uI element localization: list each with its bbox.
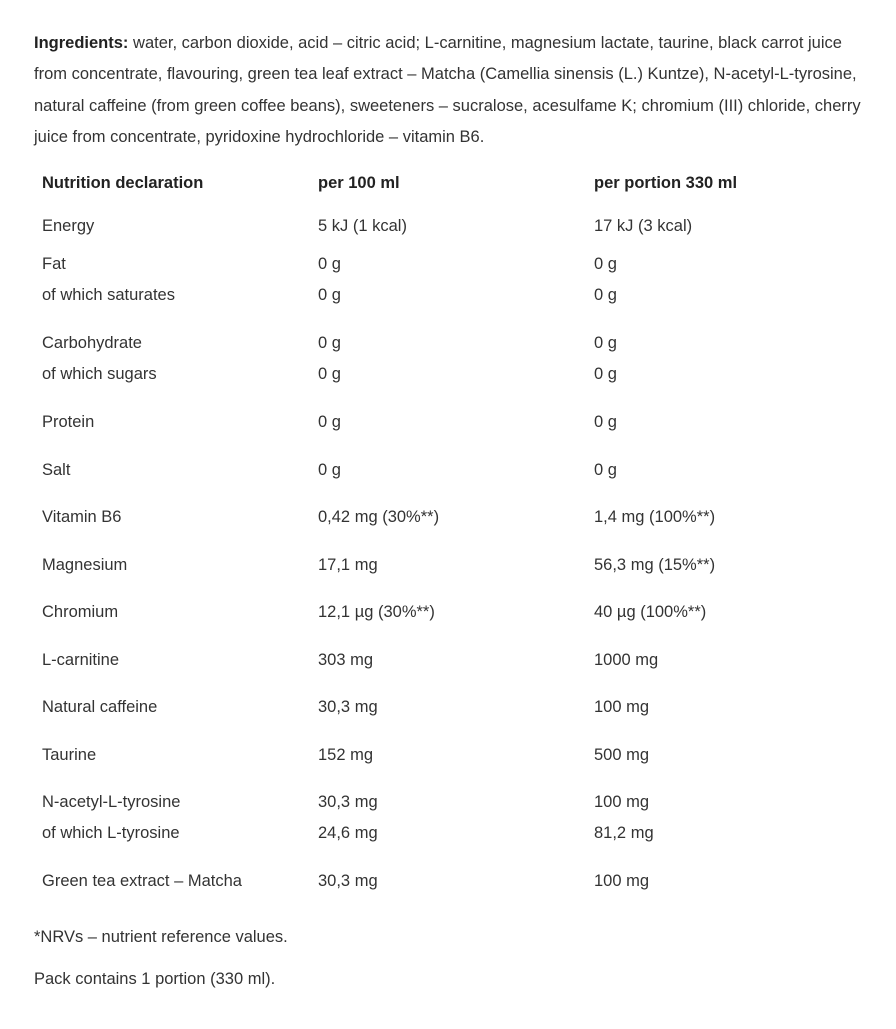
- nutrient-name: of which sugars: [42, 365, 157, 383]
- value-per-portion: 0 g: [594, 365, 617, 383]
- header-per-100ml: per 100 ml: [318, 173, 400, 192]
- value-per-100ml-cell: [310, 550, 586, 598]
- value-per-100ml: 17,1 mg: [318, 555, 378, 574]
- value-per-100ml: 0,42 mg (30%**): [318, 508, 440, 526]
- value-per-portion-cell: [586, 597, 854, 645]
- nutrient-name: Natural caffeine: [42, 698, 158, 716]
- value-per-portion: 100 mg: [594, 872, 650, 890]
- value-per-100ml-cell: [310, 407, 586, 455]
- value-per-portion-cell: [586, 550, 854, 598]
- value-per-100ml-cell: [310, 455, 586, 503]
- nutrient-name: Taurine: [42, 745, 97, 764]
- value-per-100ml-cell: [310, 692, 586, 740]
- value-per-100ml: 0 g: [318, 255, 341, 273]
- nutrient-name-cell: [34, 787, 310, 866]
- nutrient-name-cell: [34, 866, 310, 914]
- value-per-portion-cell: [586, 455, 854, 503]
- value-per-portion: 100 mg: [594, 698, 650, 716]
- table-row: [34, 597, 854, 645]
- nutrient-name: Chromium: [42, 603, 119, 621]
- pack-footnote: Pack contains 1 portion (330 ml).: [34, 970, 276, 988]
- value-per-portion: 1,4 mg (100%**): [594, 508, 716, 526]
- value-per-100ml: 30,3 mg: [318, 698, 378, 716]
- value-per-100ml-cell: [310, 597, 586, 645]
- ingredients-label: Ingredients:: [34, 34, 129, 52]
- nutrient-name: Fat: [42, 255, 66, 273]
- nutrient-name-cell: [34, 692, 310, 740]
- value-per-100ml: 152 mg: [318, 745, 374, 764]
- value-per-100ml-cell: [310, 202, 586, 249]
- value-per-100ml: 24,6 mg: [318, 824, 378, 842]
- table-row: [34, 550, 854, 598]
- table-row: [34, 692, 854, 740]
- nutrient-name-cell: [34, 328, 310, 407]
- header-nutrition-declaration: Nutrition declaration: [42, 173, 204, 192]
- table-row: [34, 787, 854, 866]
- nutrient-name: Vitamin B6: [42, 508, 122, 526]
- value-per-portion: 0 g: [594, 286, 617, 304]
- nutrient-name: Magnesium: [42, 555, 128, 574]
- value-per-portion: 500 mg: [594, 745, 650, 764]
- value-per-portion: 0 g: [594, 413, 617, 431]
- nutrient-name-cell: [34, 645, 310, 693]
- value-per-portion: 17 kJ (3 kcal): [594, 217, 693, 235]
- value-per-portion-cell: [586, 502, 854, 550]
- value-per-100ml: 303 mg: [318, 650, 374, 669]
- nutrient-name: of which L-tyrosine: [42, 824, 180, 842]
- table-row: [34, 249, 854, 328]
- value-per-portion: 81,2 mg: [594, 824, 654, 842]
- table-row: [34, 202, 854, 249]
- value-per-portion-cell: [586, 740, 854, 788]
- table-row: [34, 502, 854, 550]
- value-per-portion: 100 mg: [594, 793, 650, 811]
- nutrition-table-body: [34, 202, 854, 914]
- table-row: [34, 740, 854, 788]
- ingredients-text: water, carbon dioxide, acid – citric acid; L-carnitine, magnesium lactate, taurine, black carrot juice from concentrate, flavouring, green tea leaf extract – Matcha (Camellia sinensis (L.) Kuntze), N-acetyl-L-tyrosine, natural caffeine (from green coffee beans), sweeteners – sucralose, acesulfame K; chromium (III) chloride, cherry juice from concentrate, pyridoxine hydrochloride – vitamin B6.: [34, 34, 861, 146]
- nutrient-name: Protein: [42, 413, 95, 431]
- nutrient-name-cell: [34, 202, 310, 249]
- value-per-100ml-cell: [310, 502, 586, 550]
- value-per-100ml: 0 g: [318, 286, 341, 304]
- value-per-portion: 0 g: [594, 255, 617, 273]
- nutrient-name-cell: [34, 407, 310, 455]
- nutrition-table: [34, 164, 854, 914]
- value-per-100ml: 0 g: [318, 460, 341, 479]
- value-per-100ml: 0 g: [318, 413, 341, 431]
- nutrient-name: Carbohydrate: [42, 334, 142, 352]
- nutrient-name-cell: [34, 740, 310, 788]
- nutrient-name-cell: [34, 597, 310, 645]
- value-per-portion-cell: [586, 787, 854, 866]
- value-per-portion-cell: [586, 645, 854, 693]
- nutrient-name: Salt: [42, 460, 71, 479]
- value-per-100ml-cell: [310, 645, 586, 693]
- value-per-portion: 0 g: [594, 460, 617, 479]
- header-per-portion: per portion 330 ml: [594, 173, 738, 192]
- value-per-100ml-cell: [310, 328, 586, 407]
- value-per-100ml-cell: [310, 740, 586, 788]
- nutrient-name-cell: [34, 249, 310, 328]
- nutrient-name: of which saturates: [42, 286, 175, 304]
- nutrient-name-cell: [34, 550, 310, 598]
- nutrient-name: L-carnitine: [42, 650, 120, 669]
- value-per-100ml: 0 g: [318, 365, 341, 383]
- value-per-portion: 40 µg (100%**): [594, 603, 707, 621]
- table-row: [34, 455, 854, 503]
- value-per-100ml: 5 kJ (1 kcal): [318, 217, 407, 235]
- nutrient-name: N-acetyl-L-tyrosine: [42, 793, 181, 811]
- value-per-portion-cell: [586, 866, 854, 914]
- value-per-100ml: 30,3 mg: [318, 872, 378, 890]
- value-per-portion-cell: [586, 202, 854, 249]
- value-per-100ml: 0 g: [318, 334, 341, 352]
- value-per-portion-cell: [586, 692, 854, 740]
- nutrition-table-header: [34, 164, 854, 202]
- nutrient-name: Green tea extract – Matcha: [42, 872, 242, 890]
- value-per-100ml: 30,3 mg: [318, 793, 378, 811]
- table-row: [34, 866, 854, 914]
- table-row: [34, 407, 854, 455]
- value-per-portion: 56,3 mg (15%**): [594, 555, 716, 574]
- value-per-portion: 0 g: [594, 334, 617, 352]
- value-per-portion-cell: [586, 407, 854, 455]
- value-per-portion-cell: [586, 328, 854, 407]
- value-per-100ml: 12,1 µg (30%**): [318, 603, 435, 621]
- nutrient-name: Energy: [42, 217, 95, 235]
- nutrient-name-cell: [34, 502, 310, 550]
- value-per-portion-cell: [586, 249, 854, 328]
- ingredients-paragraph: [34, 28, 874, 153]
- value-per-100ml-cell: [310, 866, 586, 914]
- value-per-100ml-cell: [310, 787, 586, 866]
- table-row: [34, 645, 854, 693]
- nrv-footnote: *NRVs – nutrient reference values.: [34, 928, 288, 946]
- value-per-100ml-cell: [310, 249, 586, 328]
- nutrient-name-cell: [34, 455, 310, 503]
- table-row: [34, 328, 854, 407]
- value-per-portion: 1000 mg: [594, 650, 659, 669]
